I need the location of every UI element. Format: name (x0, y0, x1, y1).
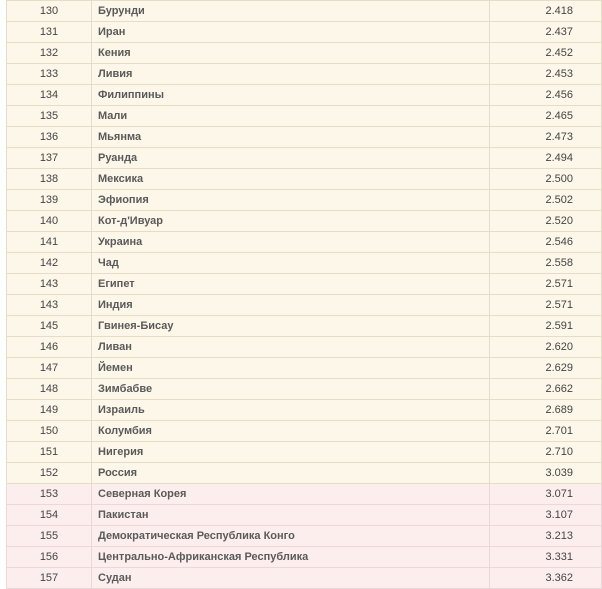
country-cell: Мьянма (92, 127, 490, 148)
ranking-table-body (7, 1, 602, 589)
table-row (7, 358, 602, 379)
score-cell: 3.362 (490, 568, 602, 589)
score-cell: 2.571 (490, 295, 602, 316)
table-row (7, 253, 602, 274)
score-cell: 2.689 (490, 400, 602, 421)
rank-cell: 145 (7, 316, 92, 337)
table-row (7, 442, 602, 463)
rank-cell: 156 (7, 547, 92, 568)
score-cell: 3.039 (490, 463, 602, 484)
rank-cell: 157 (7, 568, 92, 589)
country-cell: Пакистан (92, 505, 490, 526)
score-cell: 2.620 (490, 337, 602, 358)
rank-cell: 140 (7, 211, 92, 232)
country-cell: Кот-д'Ивуар (92, 211, 490, 232)
country-cell: Филиппины (92, 85, 490, 106)
rank-cell: 151 (7, 442, 92, 463)
country-cell: Эфиопия (92, 190, 490, 211)
country-cell: Демократическая Республика Конго (92, 526, 490, 547)
rank-cell: 143 (7, 274, 92, 295)
rank-cell: 143 (7, 295, 92, 316)
table-row (7, 64, 602, 85)
rank-cell: 147 (7, 358, 92, 379)
table-row (7, 484, 602, 505)
rank-cell: 134 (7, 85, 92, 106)
rank-cell: 136 (7, 127, 92, 148)
country-cell: Гвинея-Бисау (92, 316, 490, 337)
score-cell: 2.453 (490, 64, 602, 85)
country-cell: Ливия (92, 64, 490, 85)
table-row (7, 400, 602, 421)
table-row (7, 547, 602, 568)
country-cell: Йемен (92, 358, 490, 379)
country-cell: Бурунди (92, 1, 490, 22)
score-cell: 2.591 (490, 316, 602, 337)
table-row (7, 379, 602, 400)
rank-cell: 150 (7, 421, 92, 442)
score-cell: 2.662 (490, 379, 602, 400)
country-cell: Иран (92, 22, 490, 43)
country-cell: Нигерия (92, 442, 490, 463)
table-row (7, 148, 602, 169)
table-row (7, 22, 602, 43)
table-row (7, 211, 602, 232)
rank-cell: 152 (7, 463, 92, 484)
score-cell: 2.571 (490, 274, 602, 295)
rank-cell: 138 (7, 169, 92, 190)
score-cell: 2.629 (490, 358, 602, 379)
country-cell: Центрально-Африканская Республика (92, 547, 490, 568)
country-cell: Чад (92, 253, 490, 274)
table-row (7, 127, 602, 148)
rank-cell: 154 (7, 505, 92, 526)
table-row (7, 316, 602, 337)
country-cell: Мексика (92, 169, 490, 190)
score-cell: 2.502 (490, 190, 602, 211)
country-cell: Кения (92, 43, 490, 64)
rank-cell: 155 (7, 526, 92, 547)
rank-cell: 137 (7, 148, 92, 169)
score-cell: 3.071 (490, 484, 602, 505)
rank-cell: 131 (7, 22, 92, 43)
rank-cell: 148 (7, 379, 92, 400)
score-cell: 2.456 (490, 85, 602, 106)
table-row (7, 463, 602, 484)
table-row (7, 190, 602, 211)
ranking-table (6, 0, 602, 589)
score-cell: 2.418 (490, 1, 602, 22)
score-cell: 2.465 (490, 106, 602, 127)
rank-cell: 149 (7, 400, 92, 421)
country-cell: Судан (92, 568, 490, 589)
country-cell: Египет (92, 274, 490, 295)
table-row (7, 568, 602, 589)
table-row (7, 274, 602, 295)
table-row (7, 1, 602, 22)
score-cell: 2.494 (490, 148, 602, 169)
rank-cell: 141 (7, 232, 92, 253)
rank-cell: 139 (7, 190, 92, 211)
table-row (7, 169, 602, 190)
score-cell: 2.500 (490, 169, 602, 190)
country-cell: Мали (92, 106, 490, 127)
score-cell: 2.452 (490, 43, 602, 64)
rank-cell: 130 (7, 1, 92, 22)
table-row (7, 85, 602, 106)
score-cell: 2.558 (490, 253, 602, 274)
table-row (7, 526, 602, 547)
country-cell: Ливан (92, 337, 490, 358)
table-row (7, 43, 602, 64)
country-cell: Зимбабве (92, 379, 490, 400)
rank-cell: 142 (7, 253, 92, 274)
score-cell: 2.520 (490, 211, 602, 232)
rank-cell: 146 (7, 337, 92, 358)
score-cell: 2.473 (490, 127, 602, 148)
rank-cell: 135 (7, 106, 92, 127)
country-cell: Россия (92, 463, 490, 484)
score-cell: 3.213 (490, 526, 602, 547)
rank-cell: 133 (7, 64, 92, 85)
table-row (7, 106, 602, 127)
rank-cell: 153 (7, 484, 92, 505)
score-cell: 2.710 (490, 442, 602, 463)
score-cell: 2.437 (490, 22, 602, 43)
rank-cell: 132 (7, 43, 92, 64)
table-row (7, 232, 602, 253)
country-cell: Индия (92, 295, 490, 316)
country-cell: Северная Корея (92, 484, 490, 505)
country-cell: Колумбия (92, 421, 490, 442)
country-cell: Израиль (92, 400, 490, 421)
table-row (7, 505, 602, 526)
country-cell: Руанда (92, 148, 490, 169)
table-row (7, 295, 602, 316)
score-cell: 3.331 (490, 547, 602, 568)
table-row (7, 421, 602, 442)
score-cell: 2.701 (490, 421, 602, 442)
score-cell: 2.546 (490, 232, 602, 253)
table-row (7, 337, 602, 358)
country-cell: Украина (92, 232, 490, 253)
score-cell: 3.107 (490, 505, 602, 526)
